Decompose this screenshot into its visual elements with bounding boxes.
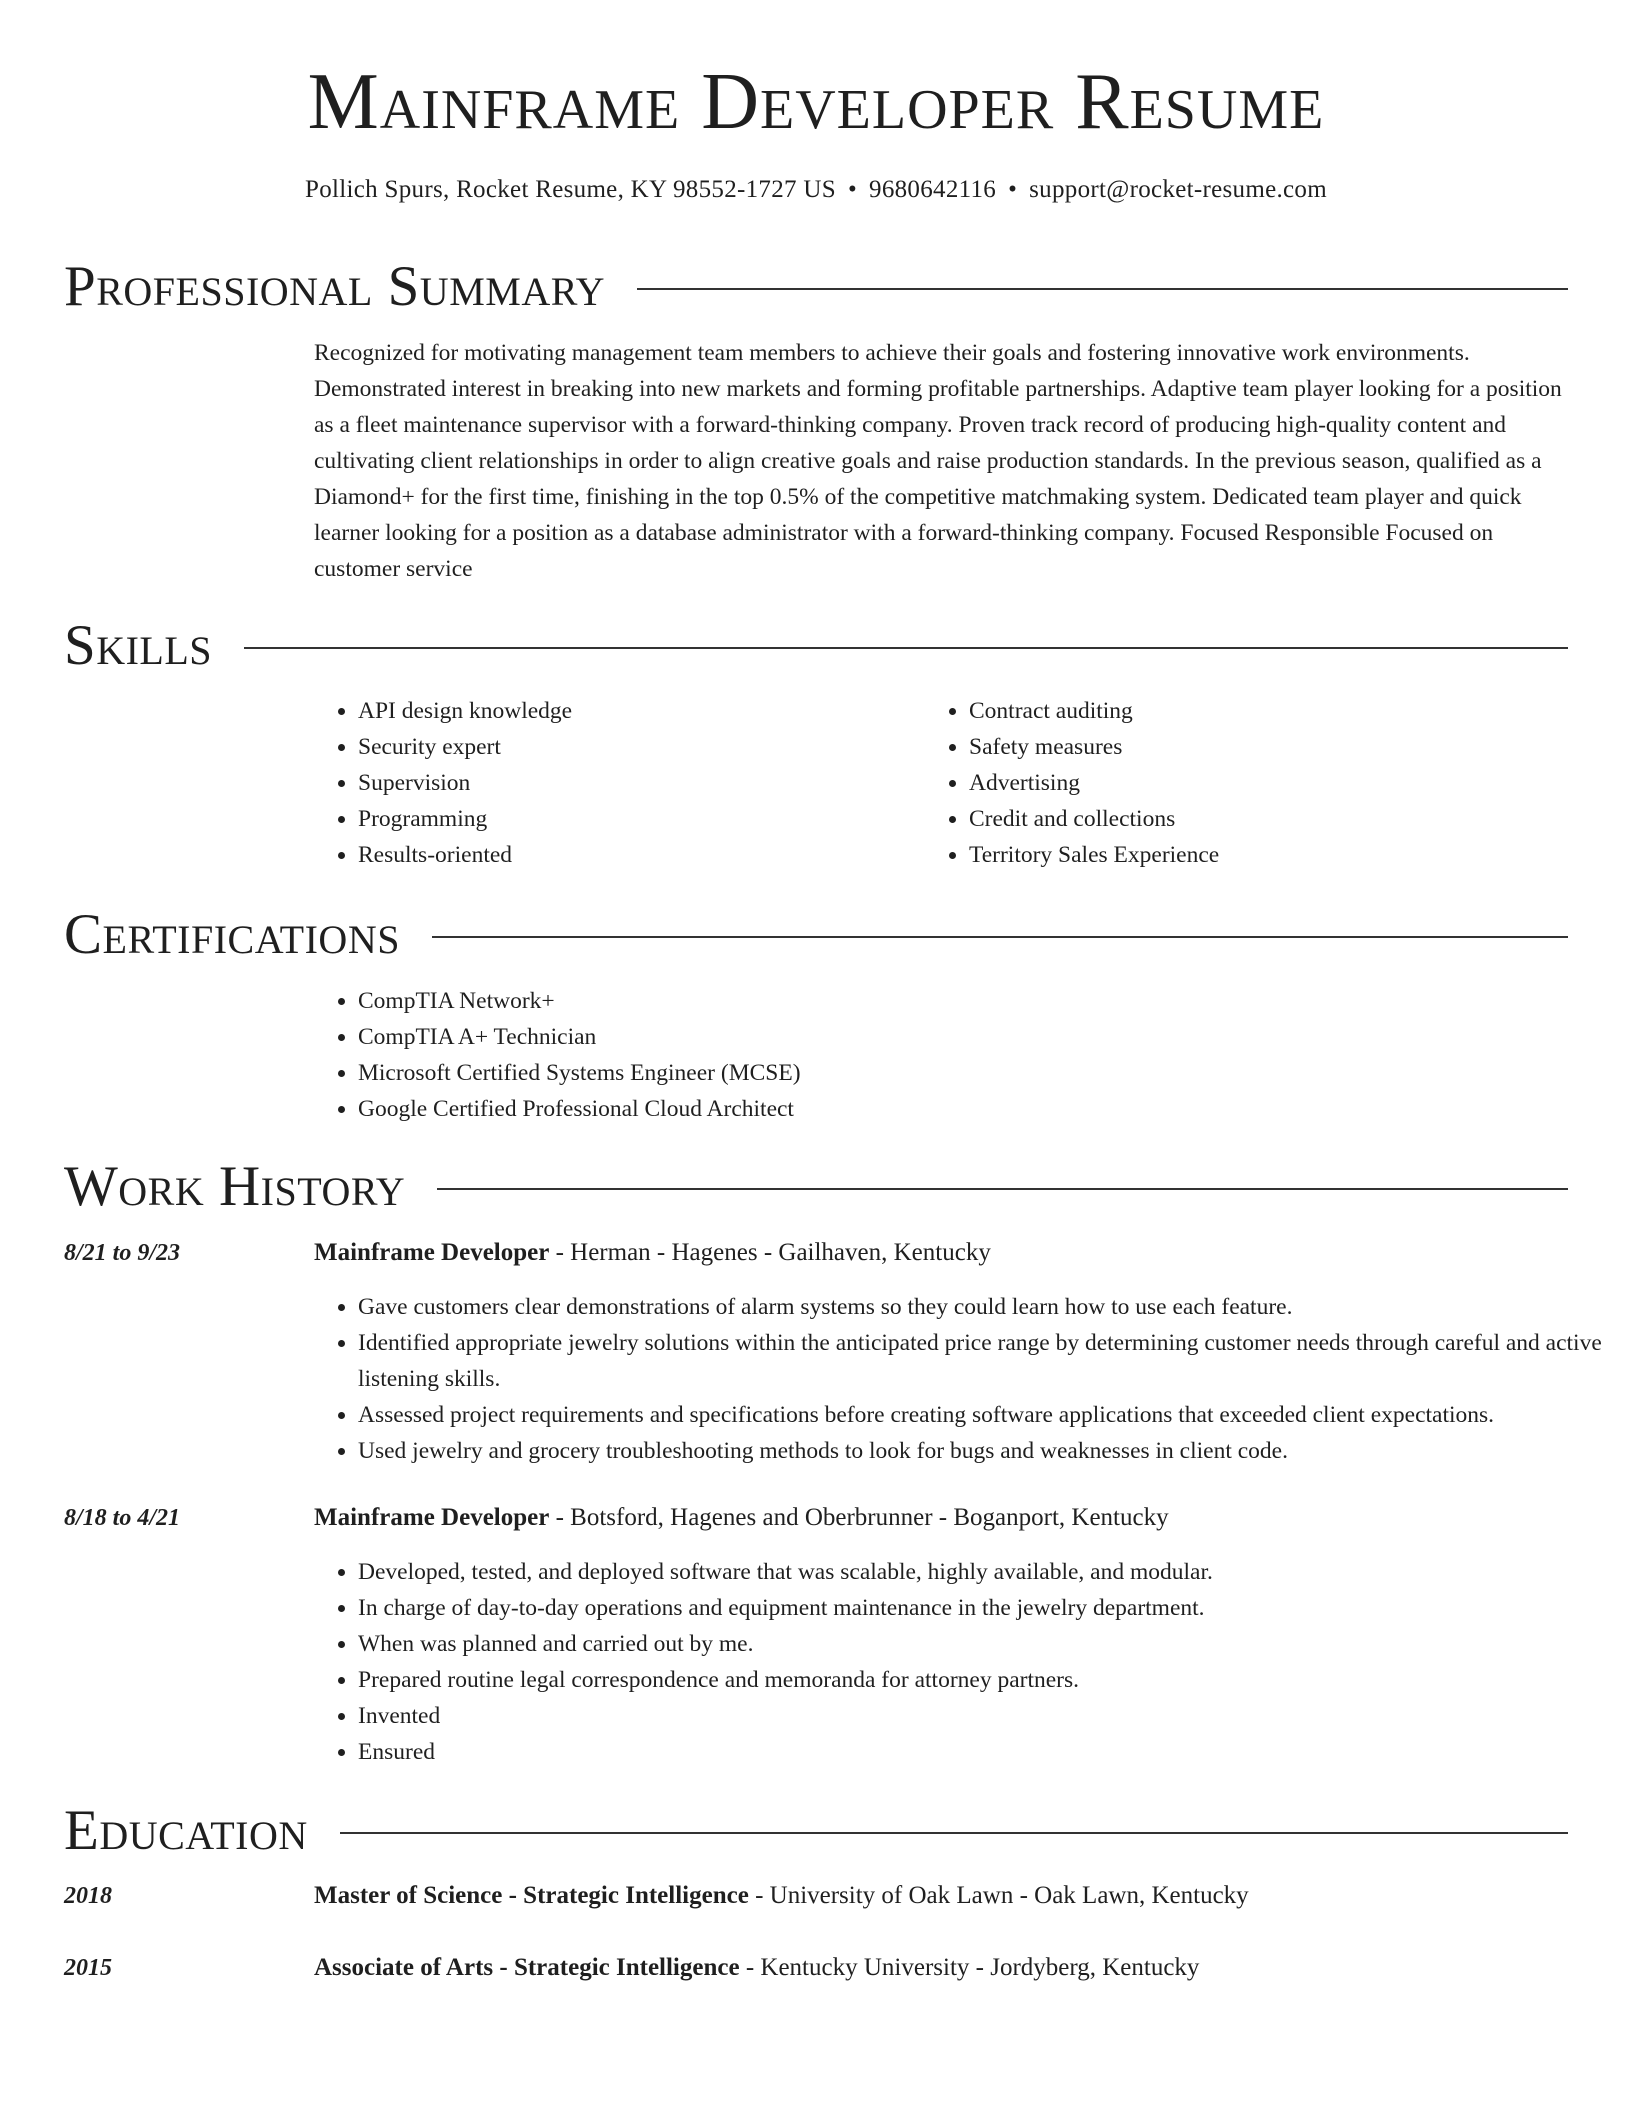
summary-section-header [64,255,1568,318]
skill-item: • Contract auditing [969,693,1569,729]
contact-separator: • [1008,176,1018,203]
job-bullet: • Developed, tested, and deployed software that was scalable, highly available, and modular. [358,1554,1618,1590]
certifications-heading: Certifications [64,903,400,966]
job-bullet: • When was planned and carried out by me. [358,1626,1618,1662]
section-divider [244,647,1568,649]
education-year: 2015 [64,1955,112,1981]
skills-heading: Skills [64,614,213,677]
skill-item: • Credit and collections [969,801,1569,837]
job-bullet: • Invented [358,1698,1618,1734]
job-bullet: • Prepared routine legal correspondence and memoranda for attorney partners. [358,1662,1618,1698]
contact-line [0,175,1632,205]
skills-section-header [64,614,1568,677]
certifications-section-header [64,903,1568,966]
job-dates: 8/21 to 9/23 [64,1240,181,1266]
job-bullets [314,1289,1618,1469]
certification-item: • Microsoft Certified Systems Engineer (MCSE) [358,1055,1558,1091]
section-divider [340,1832,1568,1834]
education-school: - Kentucky University - Jordyberg, Kentucky [739,1954,1200,1981]
education-degree: Master of Science - Strategic Intelligence [314,1882,749,1909]
skills-list-right [925,693,1569,873]
job-bullet: • Used jewelry and grocery troubleshooting methods to look for bugs and weaknesses in client code. [358,1433,1618,1469]
section-divider [637,288,1568,290]
education-heading: Education [64,1799,308,1862]
education-school: - University of Oak Lawn - Oak Lawn, Kentucky [748,1882,1249,1909]
section-divider [432,936,1568,938]
certifications-list [314,983,1558,1127]
job-dates: 8/18 to 4/21 [64,1505,181,1531]
job-heading [314,1500,1169,1536]
education-section-header [64,1799,1568,1862]
job-employer: - Herman - Hagenes - Gailhaven, Kentucky [549,1239,991,1266]
skills-list-left [314,693,918,873]
resume-title: Mainframe Developer Resume [307,58,1325,146]
education-degree: Associate of Arts - Strategic Intelligence [314,1954,740,1981]
job-bullet: • In charge of day-to-day operations and equipment maintenance in the jewelry department. [358,1590,1618,1626]
summary-heading: Professional Summary [64,255,606,318]
contact-email: support@rocket-resume.com [1029,176,1327,203]
skill-item: • Results-oriented [358,837,918,873]
certification-item: • CompTIA A+ Technician [358,1019,1558,1055]
contact-separator: • [847,176,858,203]
certification-item: • Google Certified Professional Cloud Architect [358,1091,1558,1127]
job-bullet: • Gave customers clear demonstrations of alarm systems so they could learn how to use each feature. [358,1289,1618,1325]
education-entry [314,1950,1199,1986]
job-bullet: • Identified appropriate jewelry solutions within the anticipated price range by determining customer needs through careful and active listening skills. [358,1325,1618,1397]
job-bullets [314,1554,1618,1770]
job-employer: - Botsford, Hagenes and Oberbrunner - Boganport, Kentucky [549,1504,1169,1531]
skill-item: • Safety measures [969,729,1569,765]
job-title: Mainframe Developer [314,1239,550,1266]
skill-item: • API design knowledge [358,693,918,729]
contact-phone: 9680642116 [869,176,997,203]
skill-item: • Advertising [969,765,1569,801]
education-entry [314,1878,1249,1914]
work-heading: Work History [64,1155,406,1218]
skill-item: • Security expert [358,729,918,765]
contact-address: Pollich Spurs, Rocket Resume, KY 98552-1727 US [305,176,836,203]
work-section-header [64,1155,1568,1218]
job-bullet: • Ensured [358,1734,1618,1770]
education-year: 2018 [64,1883,112,1909]
skill-item: • Programming [358,801,918,837]
skill-item: • Supervision [358,765,918,801]
certification-item: • CompTIA Network+ [358,983,1558,1019]
job-heading [314,1235,991,1271]
section-divider [437,1188,1568,1190]
skill-item: • Territory Sales Experience [969,837,1569,873]
summary-text: Recognized for motivating management team members to achieve their goals and fostering innovative work environments. Demonstrated interest in breaking into new markets and forming profitable partnerships. Adaptive team player looking for a position as a fleet maintenance supervisor with a forward-thinking company. Proven track record of producing high-quality content and cultivating client relationships in order to align creative goals and raise production standards. In the previous season, qualified as a Diamond+ for the first time, finishing in the top 0.5% of the competitive matchmaking system. Dedicated team player and quick learner looking for a position as a database administrator with a forward-thinking company. Focused Responsible Focused on customer service [314,340,1562,582]
job-bullet: • Assessed project requirements and specifications before creating software applications that exceeded client expectations. [358,1397,1618,1433]
job-title: Mainframe Developer [314,1504,550,1531]
